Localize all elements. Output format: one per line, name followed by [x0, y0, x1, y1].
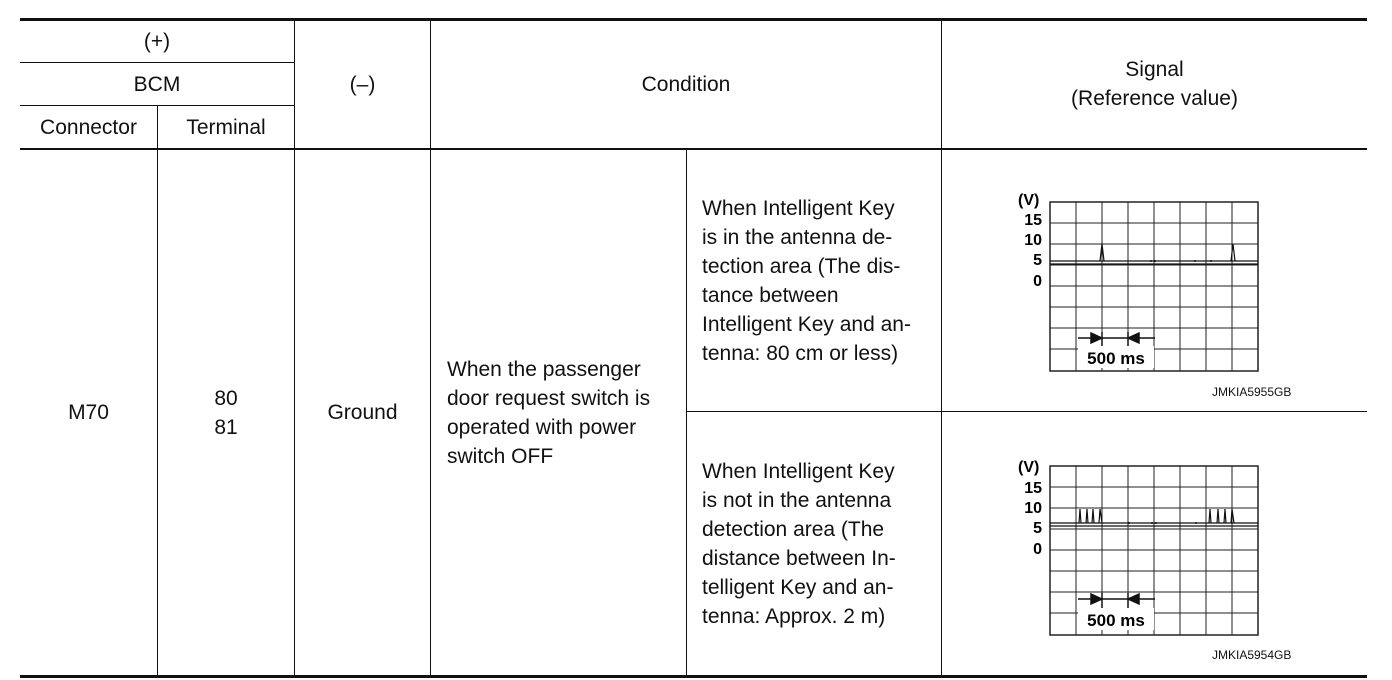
minus-value: Ground [327, 401, 398, 424]
scope2-tick-10: 10 [1024, 500, 1042, 517]
header-connector [20, 106, 157, 148]
condition-main-cell [447, 150, 686, 675]
table-bottom-border [20, 675, 1367, 678]
header-bcm [20, 63, 294, 105]
scope1-tick-15: 15 [1024, 212, 1042, 229]
scope2-tick-0: 0 [1033, 541, 1042, 558]
header-terminal [158, 106, 294, 148]
minus-cell [295, 150, 430, 675]
header-signal [942, 20, 1367, 148]
header-minus-label: (–) [349, 72, 376, 96]
figure-id-2: JMKIA5954GB [1212, 648, 1292, 662]
header-signal-label: Signal (Reference value) [1071, 58, 1238, 110]
connector-cell [20, 150, 157, 675]
condition-sub-1-cell [702, 150, 941, 411]
scope1-tick-10: 10 [1024, 232, 1042, 249]
header-condition [431, 20, 941, 148]
scope2-tick-5: 5 [1033, 520, 1042, 537]
header-connector-label: Connector [40, 115, 137, 139]
terminal-value: 80 81 [214, 386, 238, 439]
scope1-time-label: 500 ms [1087, 349, 1145, 368]
figure-id-1: JMKIA5955GB [1212, 385, 1292, 399]
header-minus [295, 20, 430, 148]
scope2-tick-15: 15 [1024, 480, 1042, 497]
header-bcm-label: BCM [133, 72, 181, 96]
scope1-tick-5: 5 [1033, 252, 1042, 269]
signal-waveform-2 [1012, 453, 1262, 643]
header-terminal-label: Terminal [186, 115, 266, 139]
scope1-unit: (V) [1018, 192, 1040, 209]
signal-waveform-1 [1012, 190, 1262, 380]
condition-sub-2-text: When Intelligent Key is not in the antenna detection area (The distance between In- telligent Key and an- tenna: Approx. 2 m) [702, 459, 896, 628]
terminal-cell [158, 150, 294, 675]
scope1-grid [1050, 202, 1258, 371]
scope1-tick-0: 0 [1033, 273, 1042, 290]
col-divider-condition-sub [686, 149, 687, 677]
header-plus-label: (+) [143, 29, 171, 53]
condition-sub-1-text: When Intelligent Key is in the antenna de- tection area (The dis- tance between Intelligent Key and an- tenna: 80 cm or less) [702, 196, 911, 365]
scope2-unit: (V) [1018, 459, 1040, 476]
header-plus [20, 20, 294, 62]
connector-value: M70 [68, 401, 109, 424]
header-condition-label: Condition [641, 72, 731, 96]
scope2-time-label: 500 ms [1087, 611, 1145, 630]
condition-main-text: When the passenger door request switch is operated with power switch OFF [447, 357, 651, 468]
condition-sub-2-cell [702, 412, 941, 675]
